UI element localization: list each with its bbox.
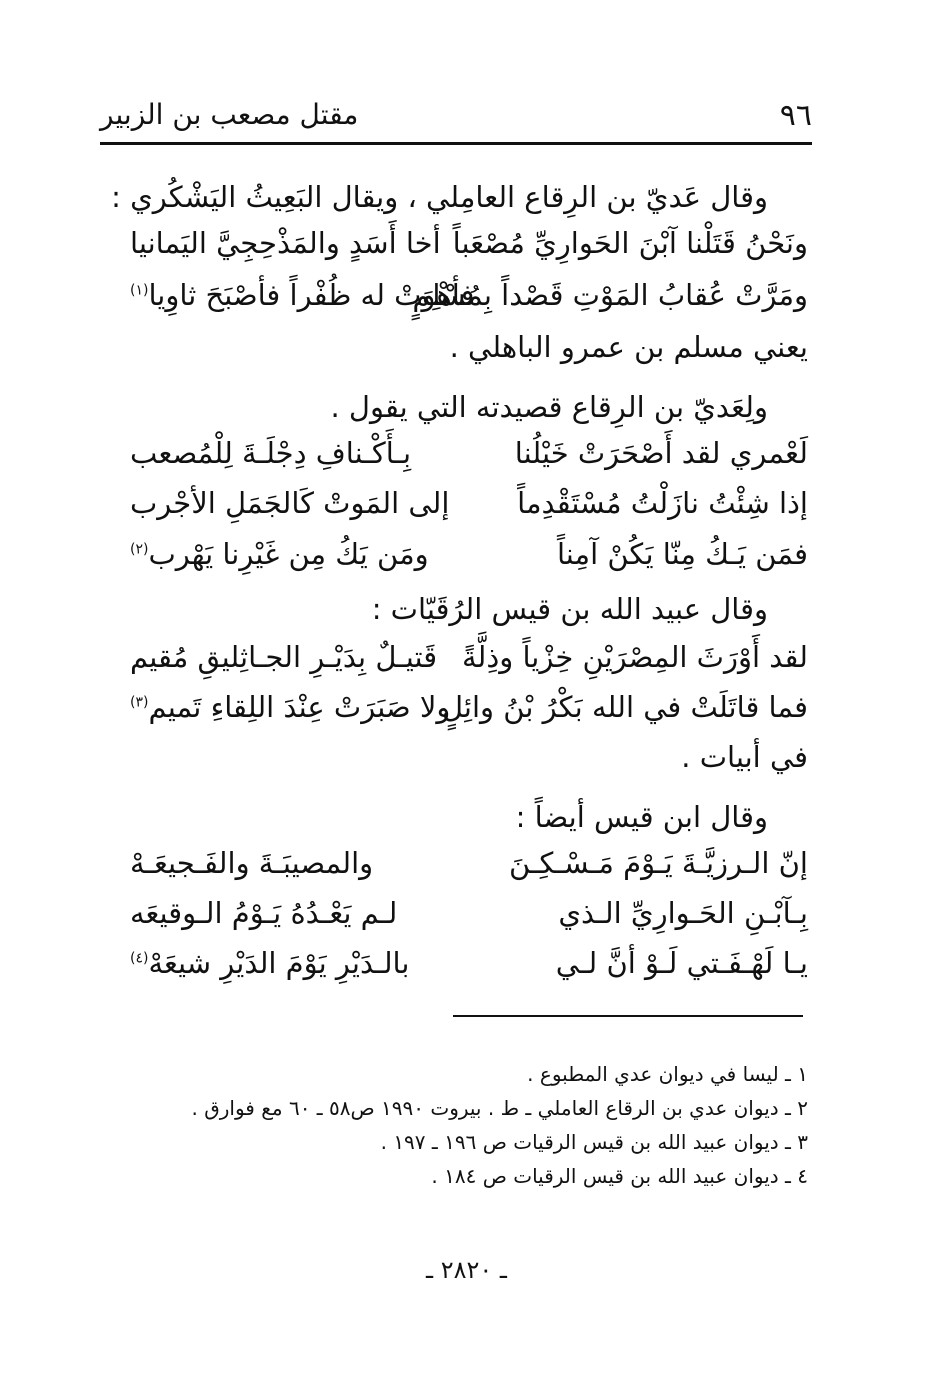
footnote-ref: (٤)	[130, 950, 149, 967]
verse-first-hemistich: ونَحْنُ قَتَلْنا آبْنَ الحَوارِيِّ مُصْعَباً	[452, 226, 808, 260]
verse-first-hemistich: إذا شِئْتُ نازَلْتُ مُسْتَقْدِماً	[517, 486, 808, 520]
intro-line-2: ولِعَديّ بن الرِقاع قصيدته التي يقول .	[330, 390, 768, 424]
verse-line	[130, 226, 808, 274]
verse-first-hemistich: يـا لَهْـفَـتي لَـوْ أنَّ لـي	[555, 946, 808, 980]
verse-line	[130, 640, 808, 688]
verse-line	[130, 436, 808, 484]
intro-line-4: وقال ابن قيس أيضاً :	[515, 800, 768, 834]
intro-line-3: وقال عبيد الله بن قيس الرُقَيّات :	[371, 592, 768, 626]
running-title: مقتل مصعب بن الزبير	[100, 98, 359, 131]
verse-second-hemistich: لـم يَعْـدُهُ يَـوْمُ الـوقيعَه	[130, 896, 398, 930]
after-line-1: يعني مسلم بن عمرو الباهلي .	[449, 330, 808, 364]
footnote-separator	[453, 1015, 803, 1017]
verse-line	[130, 278, 808, 326]
verse-line	[130, 946, 808, 994]
verse-second-hemistich: ومَن يَكُ مِن غَيْرِنا يَهْرب$^{(٢)}$	[130, 537, 429, 571]
footnote-3: ٣ ـ ديوان عبيد الله بن قيس الرقيات ص ١٩٦ ـ ١٩٧ .	[380, 1130, 808, 1154]
verse-second-hemistich: إلى المَوتْ كَالجَمَلِ الأجْرب	[130, 486, 450, 520]
footnote-2: ٢ ـ ديوان عدي بن الرقاع العاملي ـ ط . بيروت ١٩٩٠ ص٥٨ ـ ٦٠ مع فوارق .	[191, 1096, 808, 1120]
verse-first-hemistich: إنّ الـرزيَّـةَ يَـوْمَ مَـسْـكِـنَ	[508, 846, 808, 880]
verse-line	[130, 896, 808, 944]
verse-first-hemistich: بِـآبْـنِ الحَـوارِيِّ الـذي	[558, 896, 808, 930]
footnote-1: ١ ـ ليسا في ديوان عدي المطبوع .	[527, 1062, 808, 1086]
verse-first-hemistich: لقد أَوْرَثَ المِصْرَيْنِ خِزْياً وذِلَّةً	[461, 640, 808, 674]
page-number: ٩٦	[779, 98, 812, 133]
verse-second-hemistich: ولا صَبَرَتْ عِنْدَ اللِقاءِ تَميم$^{(٣)}$	[130, 690, 451, 724]
verse-line	[130, 846, 808, 894]
verse-second-hemistich: بِـأَكْـنافِ دِجْلَـةَ لِلْمُصعب	[130, 436, 412, 470]
verse-line	[130, 486, 808, 534]
footnote-ref: (١)	[130, 282, 149, 299]
verse-second-hemistich: والمصيبَـةَ والفَـجيعَـهْ	[130, 846, 374, 880]
footnote-ref: (٣)	[130, 694, 149, 711]
intro-line-1: وقال عَديّ بن الرِقاع العامِلي ، ويقال البَعِيثُ اليَشْكُري :	[111, 180, 768, 214]
verse-second-hemistich: بالـدَيْرِ يَوْمَ الدَيْرِ شيعَهْ$^{(٤)}$	[130, 946, 410, 980]
verse-second-hemistich: أخا أَسَدٍ والمَذْحِجِيَّ اليَمانيا	[130, 226, 441, 260]
verse-second-hemistich: فأهْوَتْ له ظُفْراً فأصْبَحَ ثاوِيا$^{(١)}$	[130, 278, 475, 312]
verse-second-hemistich: قَتيـلٌ بِدَيْـرِ الجـاثِليقِ مُقيم	[130, 640, 438, 674]
verse-first-hemistich: فمَن يَـكُ مِنّا يَكُنْ آمِناً	[556, 537, 808, 571]
verse-first-hemistich: فما قاتَلَتْ في الله بَكْرُ بْنُ وائِلٍ	[441, 690, 808, 724]
verse-first-hemistich: ومَرَّتْ عُقابُ المَوْتِ قَصْداً بِمُسْلِمٍ	[412, 278, 808, 312]
verse-line	[130, 537, 808, 585]
verse-line	[130, 690, 808, 738]
page-header	[100, 96, 812, 145]
verse-first-hemistich: لَعْمري لقد أَصْحَرَتْ خَيْلُنا	[514, 436, 808, 470]
footnote-4: ٤ ـ ديوان عبيد الله بن قيس الرقيات ص ١٨٤ .	[431, 1164, 808, 1188]
bottom-page-number: ـ ٢٨٢٠ ـ	[426, 1256, 507, 1284]
after-line-3: في أبيات .	[681, 740, 808, 774]
footnote-ref: (٢)	[130, 541, 149, 558]
